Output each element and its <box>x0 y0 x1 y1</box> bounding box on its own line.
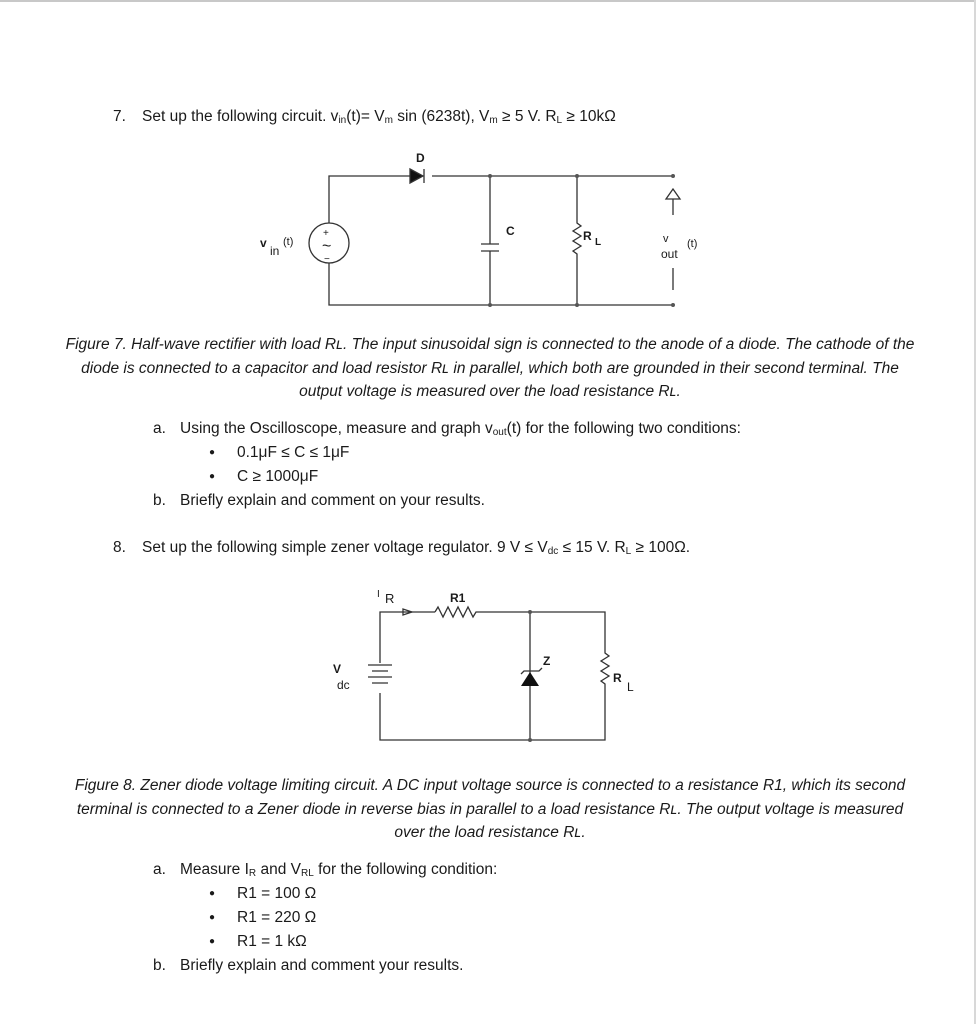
wires <box>329 176 673 305</box>
vout-arrow-icon <box>666 189 680 199</box>
q7-condition: ● C ≥ 1000μF <box>237 468 318 486</box>
rl-label: R <box>583 229 592 243</box>
q8-condition: ● R1 = 1 kΩ <box>237 933 307 951</box>
vin-sub-label: in <box>270 244 280 258</box>
q7b-label: b. <box>153 492 166 509</box>
vin-t-label: (t) <box>283 236 294 248</box>
q8-condition: ● R1 = 100 Ω <box>237 885 316 903</box>
ir-sub-label: R <box>385 591 395 606</box>
q7-number: 7. <box>113 108 126 125</box>
q8a-label: a. <box>153 861 166 878</box>
plus-label: + <box>323 228 329 239</box>
q8-statement: Set up the following simple zener voltage regulator. 9 $V \le V_{dc} \le 15$ V. $R_L \ge 100\Omega$. <box>142 539 691 557</box>
figure-8-caption: Figure 8. Zener diode voltage limiting circuit. A DC input voltage source is connected to a resistance R1, which its second terminal is connected to a Zener diode in reverse bias in parallel to a load resistance Rʟ. The output voltage is measured over the load resistance Rʟ. <box>74 777 906 841</box>
figure-7-caption: Figure 7. Half-wave rectifier with load Rʟ. The input sinusoidal sign is connected to the anode of a diode. The cathode of the diode is connected to a capacitor and load resistor Rʟ in parallel, which both are grounded in their second terminal. The output voltage is measured over the load resistance Rʟ. <box>65 336 915 400</box>
resistor-r1-icon <box>435 607 480 617</box>
q8-condition: ● R1 = 220 Ω <box>237 909 316 927</box>
zener-bar <box>521 668 542 674</box>
resistor-rl-icon <box>573 176 581 305</box>
vdc-sub-label: dc <box>337 678 350 692</box>
minus-label: − <box>324 254 330 265</box>
ir-label: I <box>377 589 380 600</box>
q7a-label: a. <box>153 420 166 437</box>
half-wave-rectifier-circuit <box>309 169 680 305</box>
vout-sub-label: out <box>661 247 678 261</box>
vout-label: v <box>663 233 669 245</box>
q7-condition: ● 0.1μF ≤ C ≤ 1μF <box>237 444 349 462</box>
diode-icon <box>410 169 423 183</box>
q7a-text: Using the Oscilloscope, measure and graph $v_{out}(t)$ for the following two conditions: <box>180 420 741 438</box>
zener-diode-icon <box>521 672 539 686</box>
rl2-label: R <box>613 671 622 685</box>
q7b-text: Briefly explain and comment on your results. <box>180 492 485 509</box>
vdc-label: V <box>333 662 342 676</box>
q7-statement: Set up the following circuit. $v_{in}(t)= V_m$ sin (6238t), $V_m \ge 5$ V. $R_L \ge 10k\Omega$ <box>142 108 616 126</box>
diode-label: D <box>416 151 425 165</box>
rl-sub-label: L <box>595 237 602 248</box>
junction-dots <box>488 174 675 307</box>
vin-label: v <box>260 236 267 250</box>
capacitor-icon <box>481 176 499 305</box>
wires <box>380 612 609 740</box>
q8b-text: Briefly explain and comment your results. <box>180 957 464 974</box>
dc-source-icon <box>368 657 392 683</box>
zener-label: Z <box>543 654 551 668</box>
q8-number: 8. <box>113 539 126 556</box>
q8b-label: b. <box>153 957 166 974</box>
r1-label: R1 <box>450 591 466 605</box>
tilde-label: ~ <box>322 238 332 255</box>
q8a-text: Measure $I_R$ and $V_{RL}$ for the following condition: <box>180 861 498 879</box>
capacitor-label: C <box>506 224 515 238</box>
zener-regulator-circuit <box>368 607 609 740</box>
vout-t-label: (t) <box>687 238 698 250</box>
rl2-sub-label: L <box>627 680 634 694</box>
